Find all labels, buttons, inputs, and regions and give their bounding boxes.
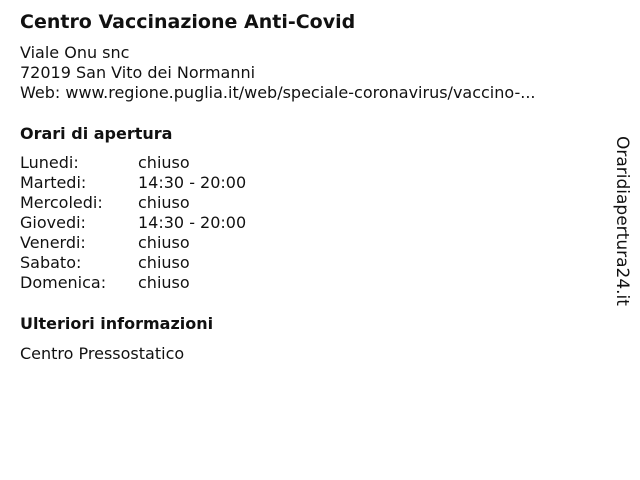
hours-row-wednesday	[20, 193, 320, 213]
hours-value: chiuso	[138, 153, 190, 172]
hours-row-sunday	[20, 273, 320, 293]
hours-value: chiuso	[138, 233, 190, 252]
hours-value: chiuso	[138, 193, 190, 212]
day-label: Sabato:	[20, 253, 82, 272]
address-block	[20, 43, 536, 103]
day-label: Domenica:	[20, 273, 107, 292]
hours-row-friday	[20, 233, 320, 253]
day-label: Lunedi:	[20, 153, 79, 172]
hours-value: 14:30 - 20:00	[138, 173, 247, 192]
hours-row-saturday	[20, 253, 320, 273]
day-label: Venerdi:	[20, 233, 86, 252]
site-watermark	[608, 136, 638, 310]
place-title: Centro Vaccinazione Anti-Covid	[20, 11, 356, 33]
hours-row-tuesday	[20, 173, 320, 193]
street-address: Viale Onu snc	[20, 43, 130, 62]
hours-row-thursday	[20, 213, 320, 233]
opening-hours-heading: Orari di apertura	[20, 124, 173, 143]
watermark-text: Oraridiapertura24.it	[612, 136, 632, 306]
website-line: Web: www.regione.puglia.it/web/speciale-coronavirus/vaccino-...	[20, 83, 536, 102]
hours-row-monday	[20, 153, 320, 173]
day-label: Giovedi:	[20, 213, 86, 232]
hours-value: 14:30 - 20:00	[138, 213, 247, 232]
hours-value: chiuso	[138, 273, 190, 292]
opening-hours-table	[20, 153, 320, 293]
day-label: Martedi:	[20, 173, 87, 192]
hours-value: chiuso	[138, 253, 190, 272]
additional-info-text: Centro Pressostatico	[20, 344, 185, 363]
day-label: Mercoledi:	[20, 193, 103, 212]
additional-info-heading: Ulteriori informazioni	[20, 314, 214, 333]
city-line: 72019 San Vito dei Normanni	[20, 63, 256, 82]
